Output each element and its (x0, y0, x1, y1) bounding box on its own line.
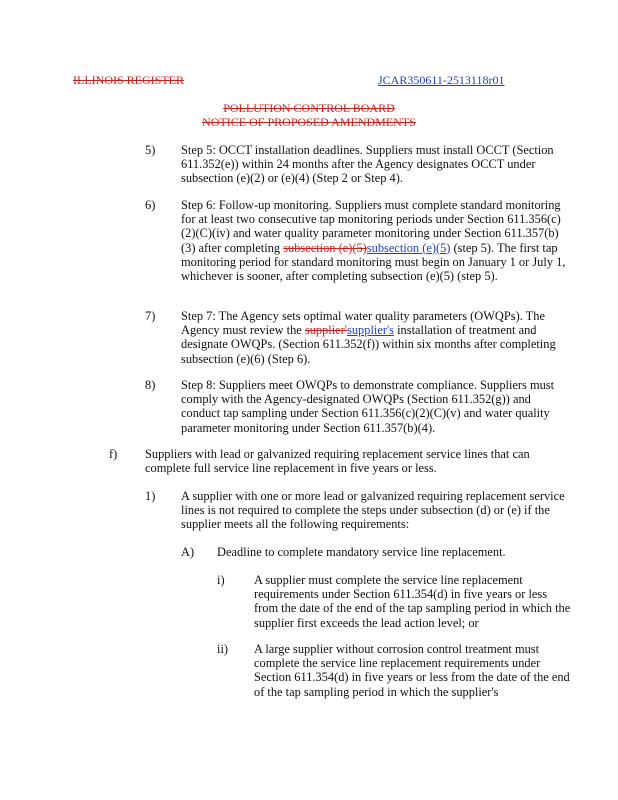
item-1-label: 1) (145, 489, 156, 503)
subsection-f-text: Suppliers with lead or galvanized requiring replacement service lines that can complete full service line replacement in five years or less. (145, 447, 530, 476)
step-7-label: 7) (145, 309, 156, 323)
register-header: ILLINOIS REGISTER (73, 73, 184, 87)
step-7-text-b: installation of treatment and designate OWQPs. (Section 611.352(f)) within six months after completing subsection (e)(6) (Step 6). (181, 323, 556, 366)
step-5-text: Step 5: OCCT installation deadlines. Suppliers must install OCCT (Section 611.352(e)) within 24 months after the Agency designates OCCT under subsection (e)(2) or (e)(4) (Step 2 or Step 4). (181, 143, 554, 186)
subsection-f-label: f) (109, 447, 118, 461)
step-6-text-a: Step 6: Follow-up monitoring. Suppliers must complete standard monitoring for at least two consecutive tap monitoring periods under Section 611.356(c)(2)(C)(iv) and water quality parameter monitoring under Section 611.357(b)(3) after completing (181, 198, 561, 255)
step-8-text: Step 8: Suppliers meet OWQPs to demonstrate compliance. Suppliers must comply with the Agency-designated OWQPs (Section 611.352(g)) and conduct tap sampling under Section 611.356(c)(2)(C)(v) and water quality parameter monitoring under Section 611.357(b)(4). (181, 378, 555, 435)
step-7-inserted: supplier's (347, 323, 395, 338)
step-6-text-b: (step 5). The first tap monitoring period for standard monitoring must begin on January 1 or July 1, whichever is sooner, after completing subsection (e)(5) (step 5). (181, 240, 566, 284)
jcar-code: JCAR350611-2513118r01 (378, 73, 505, 87)
item-i-label: i) (217, 573, 225, 587)
item-A-text: Deadline to complete mandatory service line replacement. (217, 545, 506, 559)
step-7-text-a: Step 7: The Agency sets optimal water quality parameters (OWQPs). The Agency must review the (181, 309, 545, 338)
item-1-text: A supplier with one or more lead or galvanized requiring replacement service lines is not required to complete the steps under subsection (d) or (e) if the supplier meets all the following requirements: (181, 489, 565, 532)
step-5-label: 5) (145, 143, 156, 157)
item-ii-text: A large supplier without corrosion control treatment must complete the service line replacement requirements under Section 611.354(d) in five years or less from the date of the end of the tap sampling period in which the supplier's (254, 642, 570, 699)
notice-title: NOTICE OF PROPOSED AMENDMENTS (202, 115, 416, 129)
step-6-inserted: subsection (e)(5) (366, 240, 451, 255)
step-8-label: 8) (145, 378, 156, 392)
step-6-text (181, 198, 566, 283)
board-title: POLLUTION CONTROL BOARD (223, 101, 395, 115)
item-A-label: A) (181, 545, 195, 559)
item-ii-label: ii) (217, 642, 229, 656)
step-6-deleted: subsection (e)(5) (283, 240, 367, 255)
step-7-text (181, 309, 566, 366)
item-i-text: A supplier must complete the service line replacement requirements under Section 611.354(d) in five years or less from the date of the end of the tap sampling period in which the supplier first exceeds the lead action level; or (254, 573, 571, 630)
step-7-deleted: supplier' (304, 323, 348, 338)
step-6-label: 6) (145, 198, 156, 212)
